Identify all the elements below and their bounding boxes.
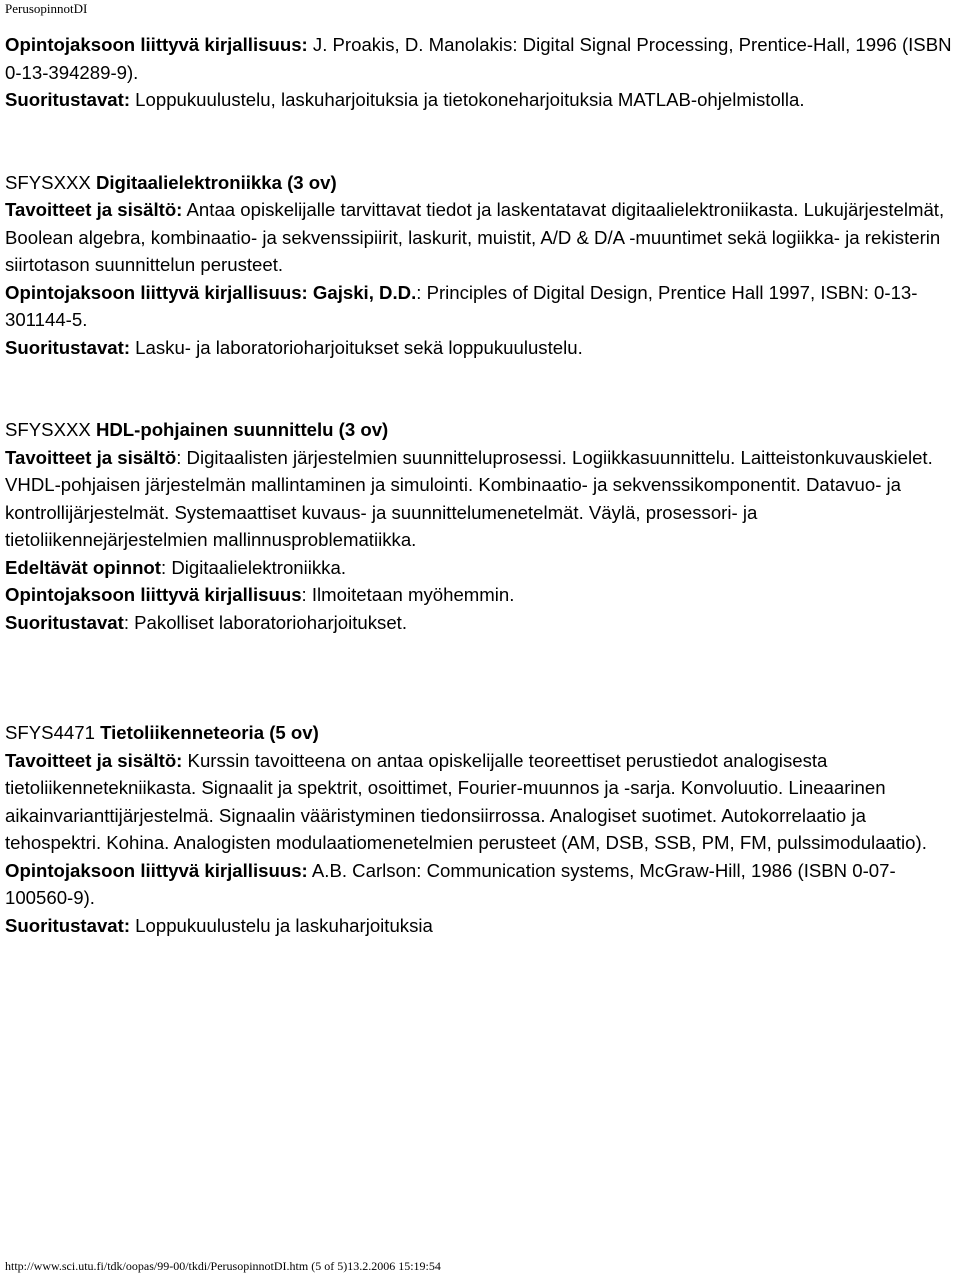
document-body bbox=[5, 31, 957, 939]
course-code: SFYSXXX bbox=[5, 419, 96, 440]
literature-text: J. Proakis, D. Manolakis: Digital Signal Processing, Prentice-Hall, 1996 (ISBN 0-13-394289-9). bbox=[5, 34, 952, 83]
literature-paragraph bbox=[5, 31, 957, 86]
literature-paragraph bbox=[5, 279, 957, 334]
goals-paragraph bbox=[5, 444, 957, 554]
performance-paragraph bbox=[5, 334, 957, 362]
performance-label: Suoritustavat: bbox=[5, 336, 131, 358]
literature-label: Opintojaksoon liittyvä kirjallisuus: bbox=[5, 34, 308, 55]
goals-label: Tavoitteet ja sisältö: bbox=[5, 199, 183, 220]
page-footer-url: http://www.sci.utu.fi/tdk/oopas/99-00/tkdi/PerusopinnotDI.htm (5 of 5)13.2.2006 15:19:54 bbox=[5, 1259, 441, 1273]
page-header-title: PerusopinnotDI bbox=[5, 1, 88, 16]
literature-label: Opintojaksoon liittyvä kirjallisuus: bbox=[5, 859, 308, 881]
goals-paragraph bbox=[5, 747, 957, 857]
literature-text: : Principles of Digital Design, Prentice Hall 1997, ISBN: 0-13-301144-5. bbox=[5, 281, 918, 330]
course-heading bbox=[5, 169, 957, 197]
prerequisites-label: Edeltävät opinnot bbox=[5, 556, 161, 578]
literature-label: Opintojaksoon liittyvä kirjallisuus bbox=[5, 584, 302, 605]
goals-paragraph bbox=[5, 196, 957, 279]
performance-paragraph bbox=[5, 86, 957, 114]
performance-paragraph bbox=[5, 609, 957, 637]
performance-label: Suoritustavat: bbox=[5, 914, 131, 936]
prerequisites-text: : Digitaalielektroniikka. bbox=[161, 556, 346, 578]
goals-label: Tavoitteet ja sisältö bbox=[5, 446, 177, 468]
goals-text: Kurssin tavoitteena on antaa opiskelijalle teoreettiset perustiedot analogisesta tietoliikennetekniikasta. Signaalit ja spektrit, osoittimet, Fourier-muunnos ja -sarja. Konvoluutio. Lineaarinen aikainvarianttijärjestelmä. Signaalin vääristyminen tiedonsiirrossa. Analogiset suotimet. Autokorrelaatio ja tehospektri. Kohina. Analogisten modulaatiomenetelmien perusteet (AM, DSB, SSB, PM, FM, pulssimodulaatio). bbox=[5, 749, 927, 853]
literature-text: A.B. Carlson: Communication systems, McGraw-Hill, 1986 (ISBN 0-07-100560-9). bbox=[5, 859, 896, 908]
section-course-digitaalielektroniikka bbox=[5, 169, 957, 362]
section-spacer bbox=[5, 636, 957, 719]
course-heading bbox=[5, 719, 957, 747]
section-course-hdl-suunnittelu bbox=[5, 416, 957, 636]
literature-text: : Ilmoitetaan myöhemmin. bbox=[301, 584, 515, 605]
section-spacer bbox=[5, 114, 957, 169]
course-name: Tietoliikenneteoria (5 ov) bbox=[100, 722, 319, 743]
section-course-tietoliikenneteoria bbox=[5, 719, 957, 939]
goals-text: Antaa opiskelijalle tarvittavat tiedot ja laskentatavat digitaalielektroniikasta. Lukujärjestelmät, Boolean algebra, kombinaatio- ja sekvenssipiirit, laskurit, muistit, A/D & D/A -muuntimet sekä logiikka- ja rekisterin siirtotason suunnittelun perusteet. bbox=[5, 199, 945, 275]
performance-text: Loppukuulustelu ja laskuharjoituksia bbox=[130, 914, 433, 936]
goals-label: Tavoitteet ja sisältö: bbox=[5, 749, 183, 771]
performance-paragraph bbox=[5, 912, 957, 940]
literature-paragraph bbox=[5, 857, 957, 912]
performance-text: Loppukuulustelu, laskuharjoituksia ja tietokoneharjoituksia MATLAB-ohjelmistolla. bbox=[130, 89, 805, 110]
performance-text: Lasku- ja laboratorioharjoitukset sekä loppukuulustelu. bbox=[130, 336, 583, 358]
prerequisites-paragraph bbox=[5, 554, 957, 582]
literature-label: Opintojaksoon liittyvä kirjallisuus: Gajski, D.D. bbox=[5, 281, 417, 303]
performance-text: : Pakolliset laboratorioharjoitukset. bbox=[123, 611, 408, 633]
performance-label: Suoritustavat bbox=[5, 611, 124, 633]
course-name: Digitaalielektroniikka (3 ov) bbox=[95, 171, 337, 193]
course-name: HDL-pohjainen suunnittelu (3 ov) bbox=[95, 419, 389, 440]
section-spacer bbox=[5, 361, 957, 416]
course-heading bbox=[5, 416, 957, 444]
course-code: SFYSXXX bbox=[5, 171, 96, 193]
goals-text: : Digitaalisten järjestelmien suunnitteluprosessi. Logiikkasuunnittelu. Laitteistonkuvauskielet. VHDL-pohjaisen järjestelmän mallintaminen ja simulointi. Kombinaatio- ja sekvenssikomponentit. Datavuo- ja kontrollijärjestelmät. Systemaattiset kuvaus- ja suunnittelumenetelmät. Väylä, prosessori- ja tietoliikennejärjestelmien mallinnusproblematiikka. bbox=[5, 446, 933, 550]
performance-label: Suoritustavat: bbox=[5, 89, 131, 110]
literature-paragraph bbox=[5, 581, 957, 609]
course-code: SFYS4471 bbox=[5, 722, 101, 743]
section-prev-course-tail bbox=[5, 31, 957, 114]
